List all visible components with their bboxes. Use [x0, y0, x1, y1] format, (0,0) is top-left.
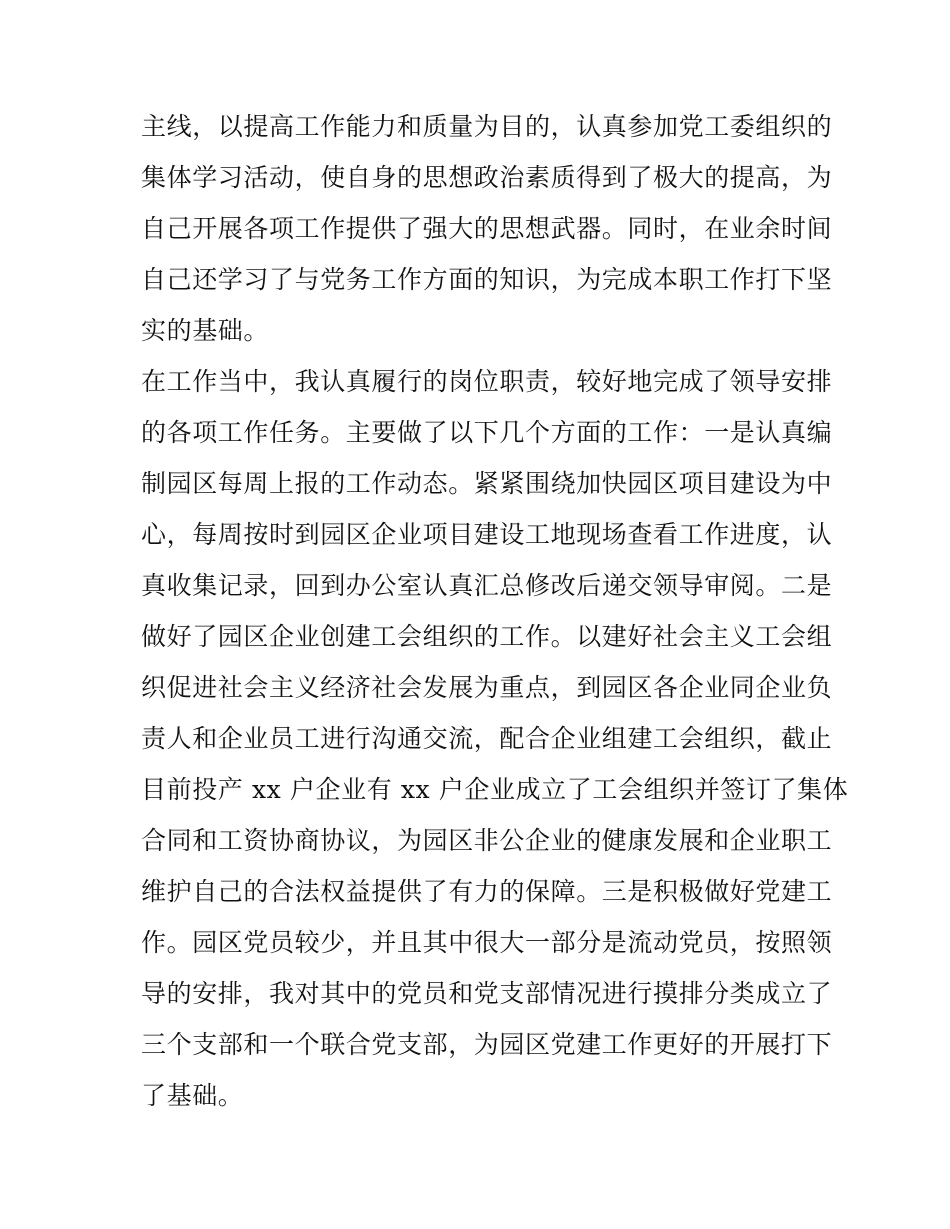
text-line: 制园区每周上报的工作动态。紧紧围绕加快园区项目建设为中 [141, 469, 833, 498]
paragraph-study [141, 101, 833, 356]
text-line: 在工作当中，我认真履行的岗位职责，较好地完成了领导安排 [141, 367, 833, 396]
text-line: 了基础。 [141, 1081, 244, 1110]
text-line: 作。园区党员较少，并且其中很大一部分是流动党员，按照领 [141, 928, 833, 957]
text-line: 实的基础。 [141, 316, 270, 345]
text-line: 的各项工作任务。主要做了以下几个方面的工作：一是认真编 [141, 418, 833, 447]
text-line: 自己开展各项工作提供了强大的思想武器。同时，在业余时间 [141, 214, 833, 243]
text-line: 三个支部和一个联合党支部，为园区党建工作更好的开展打下 [141, 1030, 833, 1059]
text-line: 织促进社会主义经济社会发展为重点，到园区各企业同企业负 [141, 673, 833, 702]
text-line: 集体学习活动，使自身的思想政治素质得到了极大的提高，为 [141, 163, 833, 192]
text-line: 做好了园区企业创建工会组织的工作。以建好社会主义工会组 [141, 622, 833, 651]
text-line: 真收集记录，回到办公室认真汇总修改后递交领导审阅。二是 [141, 571, 833, 600]
paragraph-work [141, 356, 849, 1121]
text-line: 导的安排，我对其中的党员和党支部情况进行摸排分类成立了 [141, 979, 833, 1008]
text-line: 心，每周按时到园区企业项目建设工地现场查看工作进度，认 [141, 520, 833, 549]
text-line: 主线，以提高工作能力和质量为目的，认真参加党工委组织的 [141, 112, 833, 141]
document-body [141, 101, 849, 1121]
text-line: 合同和工资协商协议，为园区非公企业的健康发展和企业职工 [141, 826, 833, 855]
text-line: 目前投产 xx 户企业有 xx 户企业成立了工会组织并签订了集体 [141, 775, 849, 804]
text-line: 责人和企业员工进行沟通交流，配合企业组建工会组织，截止 [141, 724, 833, 753]
text-line: 自己还学习了与党务工作方面的知识，为完成本职工作打下坚 [141, 265, 833, 294]
text-line: 维护自己的合法权益提供了有力的保障。三是积极做好党建工 [141, 877, 833, 906]
